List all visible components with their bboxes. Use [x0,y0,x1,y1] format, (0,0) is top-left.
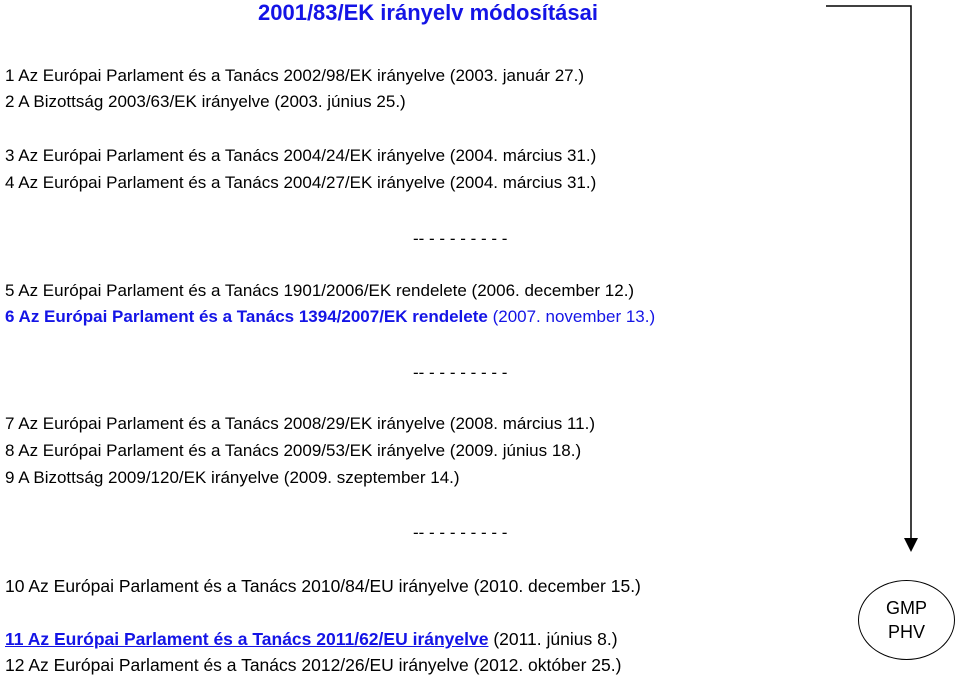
timeline-arrowhead [904,538,918,552]
list-item-2: 2 A Bizottság 2003/63/EK irányelve (2003. június 25.) [5,92,406,111]
list-item-8: 8 Az Európai Parlament és a Tanács 2009/53/EK irányelve (2009. június 18.) [5,441,582,460]
list-item-5: 5 Az Európai Parlament és a Tanács 1901/2006/EK rendelete (2006. december 12.) [5,281,635,300]
list-item-10: 10 Az Európai Parlament és a Tanács 2010/84/EU irányelve (2010. december 15.) [5,576,641,596]
list-item-4: 4 Az Európai Parlament és a Tanács 2004/27/EK irányelve (2004. március 31.) [5,173,597,192]
page-title: 2001/83/EK irányelv módosításai [258,0,598,25]
list-item-6-date: (2007. november 13.) [487,307,656,326]
list-item-11-date: (2011. június 8.) [488,629,618,649]
list-item-12: 12 Az Európai Parlament és a Tanács 2012/26/EU irányelve (2012. október 25.) [5,655,622,675]
list-item-1: 1 Az Európai Parlament és a Tanács 2002/98/EK irányelve (2003. január 27.) [5,66,584,85]
gmp-phv-badge [858,580,955,660]
separator-3: -- - - - - - - - - [413,523,508,542]
list-item-7: 7 Az Európai Parlament és a Tanács 2008/29/EK irányelve (2008. március 11.) [5,414,595,433]
separator-1: -- - - - - - - - - [413,229,508,248]
badge-line-2: PHV [887,622,925,642]
list-item-11-emphasis: 11 Az Európai Parlament és a Tanács 2011/62/EU irányelve [5,629,489,649]
list-item-6-emphasis: 6 Az Európai Parlament és a Tanács 1394/2007/EK rendelete [5,307,488,326]
timeline-line [826,6,911,540]
list-item-9: 9 A Bizottság 2009/120/EK irányelve (2009. szeptember 14.) [5,468,460,487]
separator-2: -- - - - - - - - - [413,363,508,382]
list-item-3: 3 Az Európai Parlament és a Tanács 2004/24/EK irányelve (2004. március 31.) [5,146,597,165]
badge-line-1: GMP [885,598,927,618]
